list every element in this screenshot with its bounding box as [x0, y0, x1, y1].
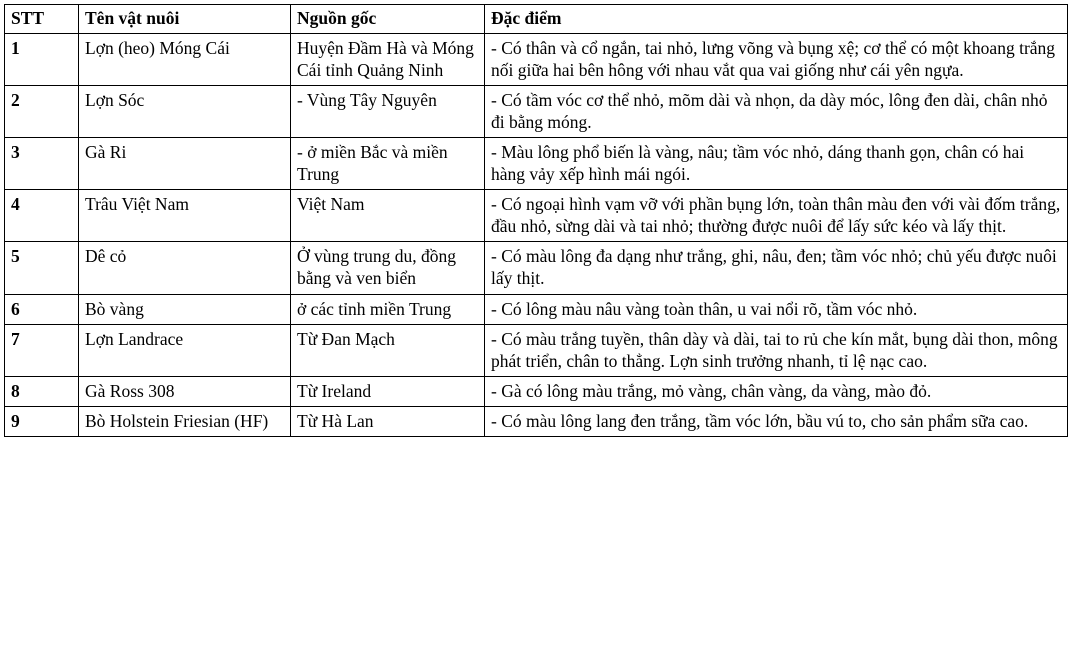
table-row [5, 294, 1068, 324]
table-header-row [5, 5, 1068, 34]
cell-description: - Có lông màu nâu vàng toàn thân, u vai nổi rõ, tầm vóc nhỏ. [485, 294, 1068, 324]
table-row [5, 86, 1068, 138]
cell-stt: 2 [5, 86, 79, 138]
table-row [5, 376, 1068, 406]
cell-description: - Màu lông phổ biến là vàng, nâu; tầm vóc nhỏ, dáng thanh gọn, chân có hai hàng vảy xếp hình mái ngói. [485, 138, 1068, 190]
cell-stt: 3 [5, 138, 79, 190]
cell-stt: 4 [5, 190, 79, 242]
cell-stt: 9 [5, 406, 79, 436]
cell-origin: Ở vùng trung du, đồng bằng và ven biển [291, 242, 485, 294]
table-row [5, 190, 1068, 242]
cell-description: - Có thân và cổ ngắn, tai nhỏ, lưng võng và bụng xệ; cơ thể có một khoang trắng nối giữa hai bên hông với nhau vắt qua vai giống như cái yên ngựa. [485, 34, 1068, 86]
column-header-name: Tên vật nuôi [79, 5, 291, 34]
column-header-stt: STT [5, 5, 79, 34]
table-row [5, 138, 1068, 190]
cell-origin: Việt Nam [291, 190, 485, 242]
column-header-origin: Nguồn gốc [291, 5, 485, 34]
table-row [5, 242, 1068, 294]
cell-name: Bò Holstein Friesian (HF) [79, 406, 291, 436]
cell-name: Lợn Landrace [79, 324, 291, 376]
table-body [5, 34, 1068, 437]
cell-stt: 8 [5, 376, 79, 406]
cell-origin: - ở miền Bắc và miền Trung [291, 138, 485, 190]
cell-description: - Có màu trắng tuyền, thân dày và dài, tai to rủ che kín mắt, bụng dài thon, mông phát triển, chân to thẳng. Lợn sinh trưởng nhanh, tỉ lệ nạc cao. [485, 324, 1068, 376]
cell-description: - Có tầm vóc cơ thể nhỏ, mõm dài và nhọn, da dày móc, lông đen dài, chân nhỏ đi bằng móng. [485, 86, 1068, 138]
cell-origin: Từ Ireland [291, 376, 485, 406]
cell-name: Dê cỏ [79, 242, 291, 294]
cell-name: Lợn (heo) Móng Cái [79, 34, 291, 86]
cell-origin: ở các tỉnh miền Trung [291, 294, 485, 324]
table-row [5, 34, 1068, 86]
cell-stt: 1 [5, 34, 79, 86]
cell-description: - Có màu lông lang đen trắng, tầm vóc lớn, bầu vú to, cho sản phẩm sữa cao. [485, 406, 1068, 436]
cell-stt: 6 [5, 294, 79, 324]
table-row [5, 406, 1068, 436]
cell-stt: 7 [5, 324, 79, 376]
cell-description: - Gà có lông màu trắng, mỏ vàng, chân vàng, da vàng, mào đỏ. [485, 376, 1068, 406]
cell-name: Gà Ri [79, 138, 291, 190]
cell-name: Lợn Sóc [79, 86, 291, 138]
cell-description: - Có ngoại hình vạm vỡ với phần bụng lớn, toàn thân màu đen với vài đốm trắng, đầu nhỏ, sừng dài và tai nhỏ; thường được nuôi để lấy sức kéo và lấy thịt. [485, 190, 1068, 242]
cell-description: - Có màu lông đa dạng như trắng, ghi, nâu, đen; tầm vóc nhỏ; chủ yếu được nuôi lấy thịt. [485, 242, 1068, 294]
cell-origin: Từ Đan Mạch [291, 324, 485, 376]
cell-name: Gà Ross 308 [79, 376, 291, 406]
table-row [5, 324, 1068, 376]
cell-stt: 5 [5, 242, 79, 294]
cell-name: Bò vàng [79, 294, 291, 324]
column-header-description: Đặc điểm [485, 5, 1068, 34]
cell-name: Trâu Việt Nam [79, 190, 291, 242]
cell-origin: Từ Hà Lan [291, 406, 485, 436]
cell-origin: - Vùng Tây Nguyên [291, 86, 485, 138]
cell-origin: Huyện Đầm Hà và Móng Cái tỉnh Quảng Ninh [291, 34, 485, 86]
livestock-breeds-table [4, 4, 1068, 437]
